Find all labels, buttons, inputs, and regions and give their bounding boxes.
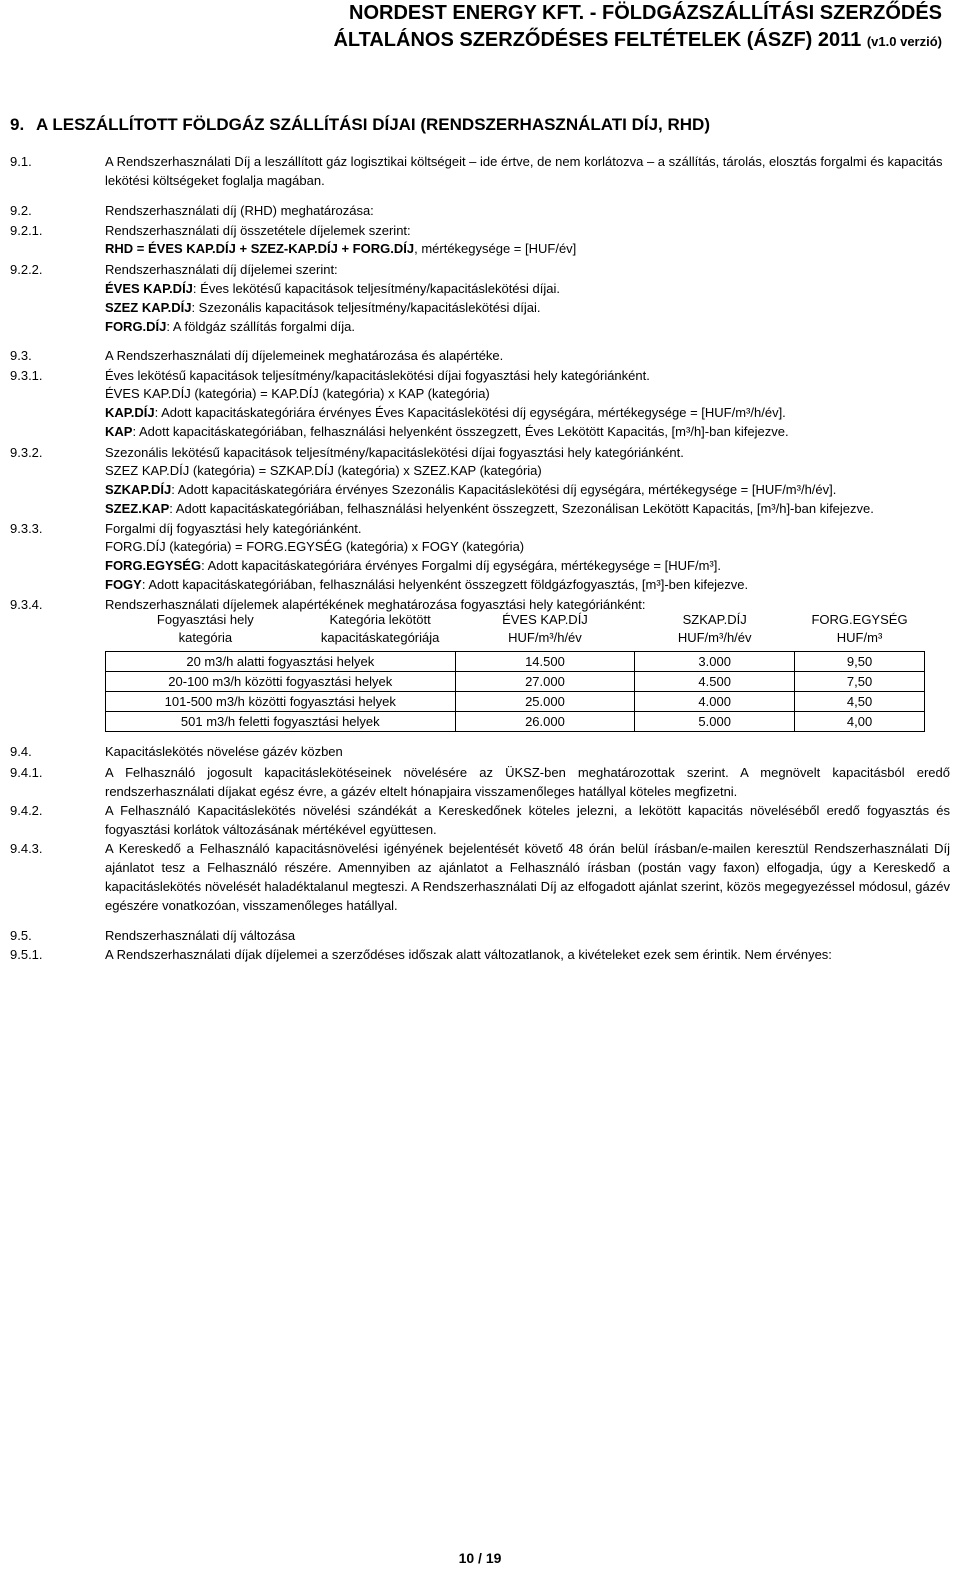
- fee-term: SZEZ KAP.DÍJ: [105, 300, 192, 315]
- fee-desc: : A földgáz szállítás forgalmi díja.: [166, 319, 356, 334]
- para-9-3-1: [10, 366, 950, 385]
- table-header: [455, 611, 635, 652]
- def-9-3-1-b: [105, 423, 789, 441]
- def-term: FORG.EGYSÉG: [105, 558, 202, 573]
- def-desc: : Adott kapacitáskategóriában, felhasználási helyenként összegzett földgázfogyasztás, [m³]-ben kifejezve.: [141, 577, 749, 592]
- para-text: Forgalmi díj fogyasztási hely kategóriánként.: [105, 521, 362, 536]
- table-cell: 5.000: [635, 712, 795, 732]
- def-9-3-2-a: [105, 481, 836, 499]
- document-header: [333, 0, 942, 55]
- table-cell: 4,50: [795, 692, 925, 712]
- def-9-3-3-a: [105, 557, 721, 575]
- para-text: Szezonális lekötésű kapacitások teljesítmény/kapacitáslekötési díjai fogyasztási hely kategóriánként.: [105, 445, 684, 460]
- table-cell: 7,50: [795, 672, 925, 692]
- table-cell: 20-100 m3/h közötti fogyasztási helyek: [106, 672, 456, 692]
- page-number: 10 / 19: [458, 1550, 502, 1566]
- section-number: 9.: [10, 115, 25, 134]
- para-number: 9.3.1.: [10, 368, 43, 383]
- para-number: 9.1.: [10, 154, 32, 169]
- table-header: [305, 611, 455, 652]
- def-term: KAP.DÍJ: [105, 405, 155, 420]
- table-header: [635, 611, 795, 652]
- def-desc: : Adott kapacitáskategóriában, felhasználási helyenként összegzett, Éves Lekötött Kapacitás, [m³/h]-ban kifejezve.: [132, 424, 789, 439]
- para-text: Rendszerhasználati díj (RHD) meghatározása:: [105, 203, 374, 218]
- header-line1: NORDEST ENERGY KFT. - FÖLDGÁZSZÁLLÍTÁSI SZERZŐDÉS: [349, 2, 942, 24]
- para-text: A Rendszerhasználati díjak díjelemei a szerződéses időszak alatt változatlanok, a kivételeket ezek sem érintik. Nem érvényes:: [105, 947, 832, 962]
- def-term: FOGY: [105, 577, 142, 592]
- table-cell: 14.500: [455, 652, 635, 672]
- para-number: 9.2.2.: [10, 262, 43, 277]
- header-line: HUF/m³: [836, 630, 883, 645]
- para-number: 9.3.3.: [10, 521, 43, 536]
- fee-term: FORG.DÍJ: [105, 319, 167, 334]
- table-header-row: [106, 611, 925, 652]
- para-text: A Rendszerhasználati Díj a leszállított gáz logisztikai költségeit – ide értve, de nem korlátozva – a szállítás, tárolás, elosztás forgalmi és kapacitás lekötési költségeket foglalja magában.: [105, 154, 943, 188]
- rhd-rate-table: [105, 611, 925, 732]
- para-9-5: [10, 926, 950, 945]
- table-header: [795, 611, 925, 652]
- para-text: Rendszerhasználati díjelemek alapértékének meghatározása fogyasztási hely kategóriánként:: [105, 597, 646, 612]
- header-line: kapacitáskategóriája: [320, 630, 440, 645]
- para-9-1: [10, 152, 950, 190]
- para-text: Rendszerhasználati díj díjelemei szerint:: [105, 262, 338, 277]
- para-number: 9.2.: [10, 203, 32, 218]
- para-9-2: [10, 201, 950, 220]
- table-cell: 101-500 m3/h közötti fogyasztási helyek: [106, 692, 456, 712]
- table-cell: 501 m3/h feletti fogyasztási helyek: [106, 712, 456, 732]
- fee-term: ÉVES KAP.DÍJ: [105, 281, 193, 296]
- def-9-3-2-b: [105, 500, 874, 518]
- formula-unit: , mértékegysége = [HUF/év]: [414, 241, 577, 256]
- para-text: Éves lekötésű kapacitások teljesítmény/kapacitáslekötési díjai fogyasztási hely kategóriánként.: [105, 368, 650, 383]
- def-desc: : Adott kapacitáskategóriára érvényes Forgalmi díj egységára, mértékegysége = [HUF/m³].: [201, 558, 721, 573]
- header-line: HUF/m³/h/év: [677, 630, 752, 645]
- table-cell: 26.000: [455, 712, 635, 732]
- para-number: 9.4.3.: [10, 841, 43, 856]
- def-term: SZEZ.KAP: [105, 501, 170, 516]
- table-cell: 25.000: [455, 692, 635, 712]
- header-line: kategória: [178, 630, 233, 645]
- para-9-4-3: [10, 839, 950, 915]
- header-line: Kategória lekötött: [329, 612, 431, 627]
- para-9-3-2: [10, 443, 950, 462]
- para-text: Rendszerhasználati díj változása: [105, 928, 296, 943]
- table-row: [106, 692, 925, 712]
- header-version: (v1.0 verzió): [866, 34, 942, 49]
- para-number: 9.2.1.: [10, 223, 43, 238]
- para-number: 9.3.: [10, 348, 32, 363]
- def-term: SZKAP.DÍJ: [105, 482, 172, 497]
- table-cell: 9,50: [795, 652, 925, 672]
- header-line: HUF/m³/h/év: [508, 630, 582, 645]
- para-9-3: [10, 346, 950, 365]
- def-desc: : Adott kapacitáskategóriára érvényes Szezonális Kapacitáslekötési díj egységára, mértékegysége = [HUF/m³/h/év].: [171, 482, 837, 497]
- table-row: [106, 652, 925, 672]
- header-line: FORG.EGYSÉG: [811, 612, 908, 627]
- fee-desc: : Szezonális kapacitások teljesítmény/kapacitáslekötési díjai.: [191, 300, 541, 315]
- section-heading: [10, 115, 710, 135]
- table-cell: 3.000: [635, 652, 795, 672]
- para-number: 9.4.1.: [10, 765, 43, 780]
- para-text: A Felhasználó jogosult kapacitáslekötéseinek növelésére az ÜKSZ-ben meghatározottak szerint. A megnövelt kapacitásból eredő rendszerhasználati díjakat egész évre, a gázév eltelt hónapjaira visszamenőleges hatállyal köteles megfizetni.: [105, 765, 950, 799]
- para-9-5-1: [10, 945, 950, 964]
- def-9-3-1-a: [105, 404, 786, 422]
- para-9-2-2: [10, 260, 950, 279]
- fee-line-3: [105, 318, 355, 336]
- para-text: A Felhasználó Kapacitáslekötés növelési szándékát a Kereskedőnek köteles jelezni, a lekötött kapacitás növeléséből eredő fogyasztás és fogyasztási korlátok változásának mértékével együttesen.: [105, 803, 950, 837]
- para-text: Kapacitáslekötés növelése gázév közben: [105, 744, 343, 759]
- header-line2-text: ÁLTALÁNOS SZERZŐDÉSES FELTÉTELEK (ÁSZF) 2011: [333, 29, 862, 51]
- para-number: 9.3.2.: [10, 445, 43, 460]
- header-line2: [333, 27, 942, 55]
- header-line: ÉVES KAP.DÍJ: [502, 612, 588, 627]
- para-text: A Kereskedő a Felhasználó kapacitásnövelési igényének bejelentését követő 48 órán belül írásban/e-mailen keresztül Rendszerhasználati Díj ajánlatot tesz a Felhasználó részére. Amennyiben az ajánlatot a Felhasználó írásban (postán vagy faxon) elfogadja, úgy a Kereskedő a kapacitáslekötés növelését haladéktalanul megteszi. A Rendszerhasználati Díj az elfogadott ajánlat szerint, közös megegyezéssel módosul, gázév egészére vonatkozóan, visszamenőleges hatállyal.: [105, 841, 950, 913]
- para-number: 9.5.: [10, 928, 32, 943]
- para-9-3-3: [10, 519, 950, 538]
- fee-desc: : Éves lekötésű kapacitások teljesítmény/kapacitáslekötési díjai.: [192, 281, 560, 296]
- para-text: Rendszerhasználati díj összetétele díjelemek szerint:: [105, 223, 411, 238]
- para-9-4: [10, 742, 950, 761]
- para-9-4-2: [10, 801, 950, 839]
- formula-bold: RHD = ÉVES KAP.DÍJ + SZEZ-KAP.DÍJ + FORG.DÍJ: [105, 241, 415, 256]
- table-cell: 4.500: [635, 672, 795, 692]
- para-number: 9.5.1.: [10, 947, 43, 962]
- header-line: Fogyasztási hely: [156, 612, 254, 627]
- section-title: A LESZÁLLÍTOTT FÖLDGÁZ SZÁLLÍTÁSI DÍJAI (RENDSZERHASZNÁLATI DÍJ, RHD): [36, 115, 710, 134]
- fee-line-1: [105, 280, 560, 298]
- para-number: 9.4.: [10, 744, 32, 759]
- para-text: A Rendszerhasználati díj díjelemeinek meghatározása és alapértéke.: [105, 348, 504, 363]
- table-cell: 4,00: [795, 712, 925, 732]
- fee-line-2: [105, 299, 540, 317]
- table-cell: 20 m3/h alatti fogyasztási helyek: [106, 652, 456, 672]
- para-9-2-1: [10, 221, 950, 240]
- formula-9-3-2: SZEZ KAP.DÍJ (kategória) = SZKAP.DÍJ (kategória) x SZEZ.KAP (kategória): [105, 463, 542, 478]
- table-header: [106, 611, 306, 652]
- table-cell: 4.000: [635, 692, 795, 712]
- para-9-4-1: [10, 763, 950, 801]
- para-number: 9.3.4.: [10, 597, 43, 612]
- def-term: KAP: [105, 424, 133, 439]
- def-desc: : Adott kapacitáskategóriában, felhasználási helyenként összegzett, Szezonálisan Lekötött Kapacitás, [m³/h]-ban kifejezve.: [169, 501, 874, 516]
- header-line: SZKAP.DÍJ: [682, 612, 747, 627]
- formula-9-3-1: ÉVES KAP.DÍJ (kategória) = KAP.DÍJ (kategória) x KAP (kategória): [105, 386, 490, 401]
- formula-9-3-3: FORG.DÍJ (kategória) = FORG.EGYSÉG (kategória) x FOGY (kategória): [105, 539, 525, 554]
- def-9-3-3-b: [105, 576, 748, 594]
- para-number: 9.4.2.: [10, 803, 43, 818]
- def-desc: : Adott kapacitáskategóriára érvényes Éves Kapacitáslekötési díj egységára, mértékegysége = [HUF/m³/h/év].: [154, 405, 786, 420]
- table-row: [106, 712, 925, 732]
- table-row: [106, 672, 925, 692]
- rhd-formula: [105, 240, 576, 258]
- table-cell: 27.000: [455, 672, 635, 692]
